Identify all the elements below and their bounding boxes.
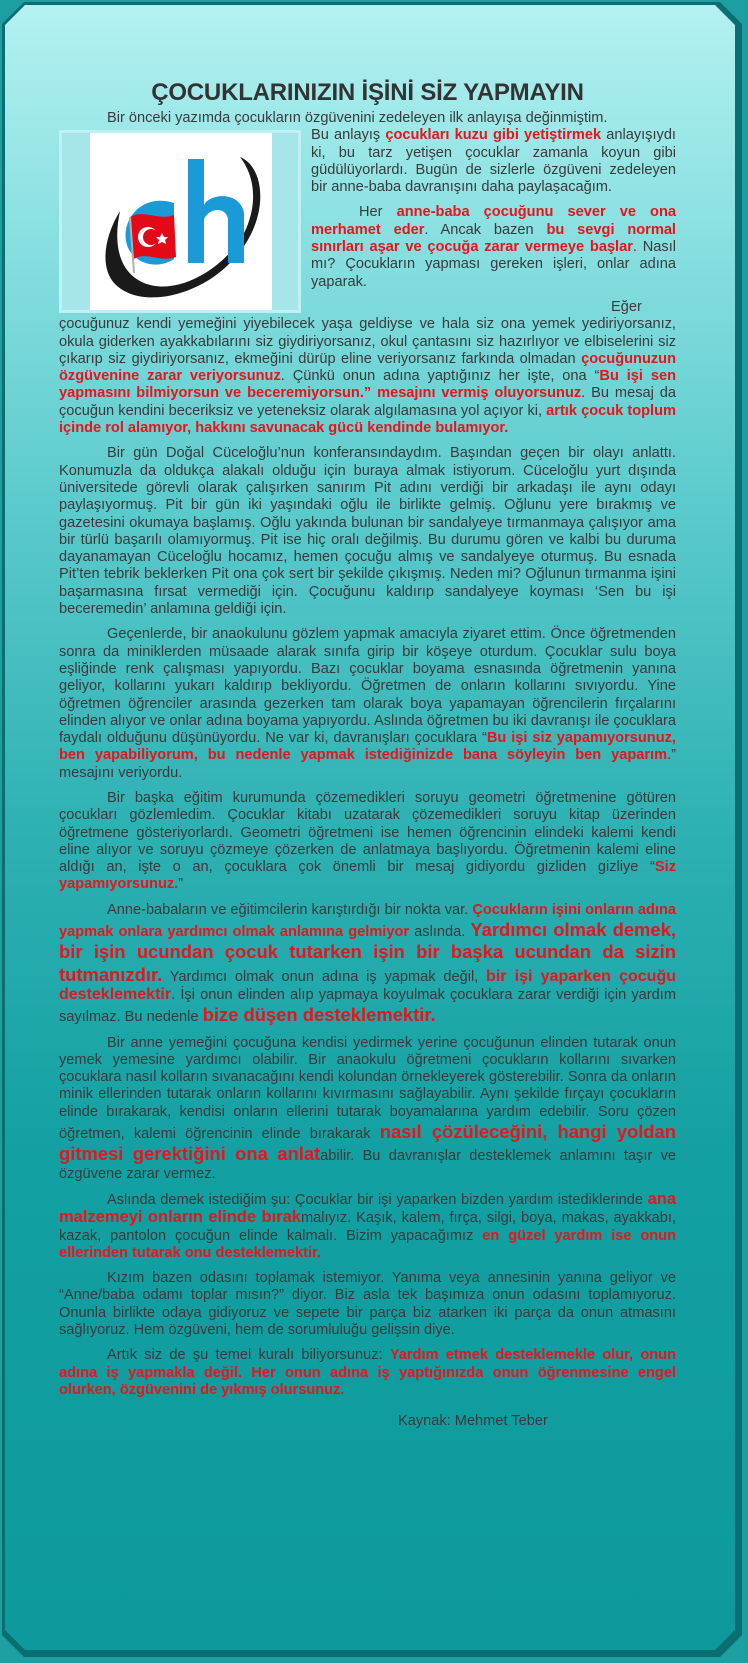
paragraph-11: Artık siz de şu temel kuralı biliyorsunuz: Yardım etmek desteklemekle olur, onun adına iş yapmakla değil. Her onun adına iş yaptığınızda onun öğrenmesine engel olurken, özgüvenini de yıkmış olursunuz.	[59, 1347, 676, 1398]
dh-logo-icon	[90, 133, 272, 310]
paragraph-1: Bu anlayış çocukları kuzu gibi yetiştirmek anlayışıydı ki, bu tarz yetişen çocuklar zamanla koyun gibi güdülüyorlardı. Bugün de sizlerle özgüveni zedeleyen bir anne-baba davranışını daha paylaşacağım.	[311, 127, 676, 196]
intro-line: Bir önceki yazımda çocukların özgüvenini zedeleyen ilk anlayışa değinmiştim.	[107, 110, 608, 126]
paragraph-10: Kızım bazen odasını toplamak istemiyor. Yanıma veya annesinin yanına geliyor ve “Anne/baba odamı toplar mısın?” diyor. Biz asla tek başımıza onun odasını toplamıyoruz. Onunla birlikte odaya gidiyoruz ve sepete bir parça biz atarken iki parça da onun atmasını sağlıyoruz. Hem özgüveni, hem de sorumluluğu gelişsin diye.	[59, 1270, 676, 1338]
article	[59, 78, 676, 1438]
paragraph-2: Her anne-baba çocuğunu sever ve ona merhamet eder. Ancak bazen bu sevgi normal sınırları aşar ve çocuğa zarar vermeye başlar. Nasıl mı? Çocukların yapması gereken işleri, onlar adına yaparak.	[311, 204, 677, 290]
paragraph-9: Aslında demek istediğim şu: Çocuklar bir işi yaparken bizden yardım istediklerinde ana malzemeyi onların elinde bırakmalıyız. Kaşık, kalem, fırça, silgi, boya, makas, ayakkabı, kazak, pantolon çocuğun elinde kalmalı. Bizim yapacağımız en güzel yardım ise onun ellerinden tutarak onu desteklemektir.	[59, 1189, 677, 1261]
paragraph-5: Geçenlerde, bir anaokulunu gözlem yapmak amacıyla ziyaret ettim. Önce öğretmenden sonra da miniklerden müsaade alarak sınıfa girip bir köşeye oturdum. Çocuklar sulu boya eşliğinde renk çalışması yapıyordu. Bazı çocuklar boyama esnasında öğretmenin yanına geliyor, kollarını yukarı kaldırıp bekliyordu. Öğretmen de onların kollarını sıvıyordu. Yine öğretmen öğrenciler arasında gezerken tam olarak boya yapamayan öğrencilerin fırçalarını elinden alıyor ve onlar adına boyama yapıyordu. Aslında öğretmen bu iki davranışı ile çocuklara faydalı olduğunu düşünüyordu. Ne var ki, davranışları çocuklara “Bu işi siz yapamıyorsunuz, ben yapabiliyorum, bu nedenle yapmak istediğinizde bana söyleyin ben yaparım.” mesajını veriyordu.	[59, 626, 676, 781]
logo-frame	[59, 130, 301, 313]
article-title: ÇOCUKLARINIZIN İŞİNİ SİZ YAPMAYIN	[151, 79, 584, 106]
logo-image	[90, 133, 272, 310]
paragraph-7: Anne-babaların ve eğitimcilerin karıştırdığı bir nokta var. Çocukların işini onların adına yapmak onlara yardımcı olmak anlamına gelmiyor aslında. Yardımcı olmak demek, bir işin ucundan çocuk tutarken işin bir başka ucundan da sizin tutmanızdır. Yardımcı olmak onun adına iş yapmak değil, bir işi yaparken çocuğu desteklemektir. İşi onun elinden alıp yapmaya koyulmak çocuklara zarar verdiği için yardım sayılmaz. Bu nedenle bize düşen desteklemektir.	[59, 901, 677, 1026]
paragraph-4: Bir gün Doğal Cüceloğlu’nun konferansındaydım. Başından geçen bir olayı anlattı. Konumuzla da oldukça alakalı olduğu için buraya almak istiyorum. Cüceloğlu yurt dışında üniversitede görevli olarak çalışırken sanırım Pit adını verdiği bir arkadaşı ile aynı odayı paylaşıyormuş. Pit bir gün iki yaşındaki oğlu ile birlikte gelmiş. Oğlunu yere bırakmış ve gazetesini okumaya başlamış. Oğlu yakında bulunan bir sandalyeye tırmanmaya çalışıyor ama bir türlü başarılı olamıyormuş. Pit ise hiç oralı değilmiş. Bu durumu gören ve kalbi bu duruma dayanamayan Cüceloğlu hocamız, hemen çocuğu almış ve sandalyeye oturmuş. Bu esnada Pit’ten tebrik beklerken Pit ona çok sert bir şekilde çıkışmış. Neden mi? Oğlunun tırmanma işini başarmasına fırsat vermediği için. Çocuğunu kaldırıp sandalyeye koyması ‘Sen bu işi beceremedin’ anlamına geldiği için.	[59, 445, 676, 618]
paragraph-6: Bir başka eğitim kurumunda çözemedikleri soruyu geometri öğretmenine götüren çocukları gözlemledim. Çocuklar kitabı uzatarak çözemedikleri soruyu kitap üzerinden öğretmene gösteriyorlardı. Geometri öğretmeni ise hemen öğrencinin elindeki kalemi kendi eline alıyor ve soruyu çözmeye çözerken de anlatmaya başlıyordu. Öğretmenin kalemi eline aldığı an, işte o an, çocuklara çok önemli bir mesaj gidiyordu gizliden gizliye “Siz yapamıyorsunuz.”	[59, 789, 676, 893]
paragraph-8: Bir anne yemeğini çocuğuna kendisi yedirmek yerine çocuğunun elinden tutarak onun yemek yemesine yardımcı olabilir. Bir anaokulu öğretmeni çocukların kollarını sıvarken çocuklara nasıl kolların sıvanacağını kendi kolundan örnekleyerek gösterebilir. Sonra da onların minik ellerinden tutarak onların kollarını kıvırmasını sağlayabilir. Aynı şekilde fırçayı çocukların elinde bırakarak, kendisi onların ellerini tutarak boyamalarına yardım edebilir. Soru çözen öğretmen, kalemi öğrencinin elinde bırakarak nasıl çözüleceğini, hangi yoldan gitmesi gerektiğini ona anlatabilir. Bu davranışlar desteklemek anlamını taşır ve özgüvene zarar vermez.	[59, 1034, 676, 1182]
source-credit: Kaynak: Mehmet Teber	[398, 1413, 548, 1430]
paragraph-3: Eğer çocuğunuz kendi yemeğini yiyebilecek yaşa geldiyse ve hala siz ona yemek yediriyorsanız, okula giderken ayakkabılarını siz giydiriyorsanız, okul çantasını siz hazırlıyor ve elbiselerini siz çıkarıp siz giydiriyorsanız, ekmeğini dürüp eline veriyorsanız farkında olmadan çocuğunuzun özgüvenine zarar veriyorsunuz. Çünkü onun adına yaptığınız her işte, ona “Bu işi sen yapmasını bilmiyorsun ve beceremiyorsun.” mesajını vermiş oluyorsunuz. Bu mesaj da çocuğun kendini beceriksiz ve yeteneksiz olarak algılamasına yol açıyor ki, artık çocuk toplum içinde rol alamıyor, hakkını savunacak gücü kendinde bulamıyor.	[59, 298, 677, 437]
